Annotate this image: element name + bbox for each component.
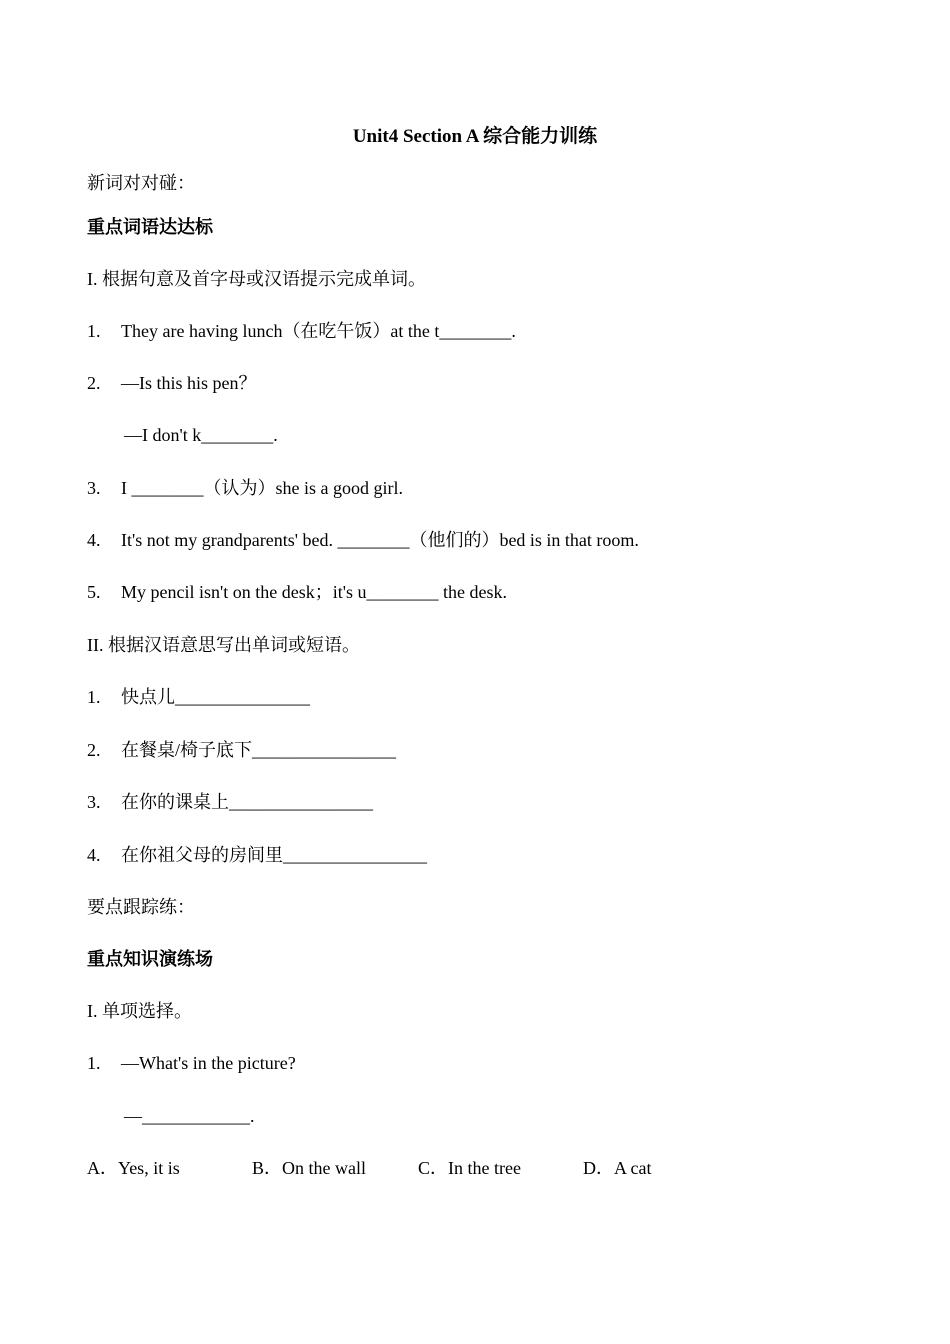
item-text: —I don't k________. — [124, 425, 278, 445]
answer-blank-line: —____________. — [124, 1106, 255, 1126]
item-number: 1. — [87, 1053, 101, 1073]
exercise-item — [87, 1052, 296, 1074]
item-text: They are having lunch（在吃午饭）at the t________. — [121, 321, 516, 341]
item-text: —Is this his pen？ — [121, 373, 257, 393]
exercise-item — [87, 581, 507, 603]
option-b: B．On the wall — [252, 1158, 366, 1178]
item-text: 快点儿_______________ — [121, 687, 310, 707]
section-heading-new-words: 新词对对碰： — [87, 173, 195, 193]
item-text: 在你的课桌上________________ — [121, 792, 373, 812]
exercise-item — [87, 686, 310, 708]
option-d: D．A cat — [583, 1158, 652, 1178]
item-text: It's not my grandparents' bed. ________（他们的）bed is in that room. — [121, 530, 639, 550]
item-number: 2. — [87, 740, 101, 760]
item-number: 4. — [87, 845, 101, 865]
item-number: 1. — [87, 687, 101, 707]
exercise-item — [87, 791, 373, 813]
item-text: My pencil isn't on the desk；it's u________ the desk. — [121, 582, 507, 602]
item-text: 在餐桌/椅子底下________________ — [121, 740, 397, 760]
option-c: C．In the tree — [418, 1158, 521, 1178]
exercise-item — [87, 372, 257, 394]
part3-instruction: I. 单项选择。 — [87, 1001, 192, 1021]
item-number: 2. — [87, 373, 101, 393]
item-text: I ________（认为）she is a good girl. — [121, 478, 403, 498]
exercise-item — [87, 844, 427, 866]
part1-instruction: I. 根据句意及首字母或汉语提示完成单词。 — [87, 269, 426, 289]
item-number: 4. — [87, 530, 101, 550]
item-number: 1. — [87, 321, 101, 341]
section-subheading-practice: 重点知识演练场 — [87, 949, 213, 969]
exercise-item — [87, 739, 396, 761]
item-number: 5. — [87, 582, 101, 602]
section-subheading-key-words: 重点词语达达标 — [87, 217, 213, 237]
part2-instruction: II. 根据汉语意思写出单词或短语。 — [87, 635, 360, 655]
item-text: 在你祖父母的房间里________________ — [121, 845, 427, 865]
item-text: —What's in the picture? — [121, 1053, 296, 1073]
exercise-item — [87, 477, 403, 499]
page-title: Unit4 Section A 综合能力训练 — [352, 126, 598, 147]
option-a: A．Yes, it is — [87, 1158, 180, 1178]
item-number: 3. — [87, 792, 101, 812]
exercise-item-continuation — [124, 424, 278, 446]
section-heading-key-points: 要点跟踪练： — [87, 897, 195, 917]
exercise-item — [87, 529, 639, 551]
item-number: 3. — [87, 478, 101, 498]
exercise-item — [87, 320, 516, 342]
